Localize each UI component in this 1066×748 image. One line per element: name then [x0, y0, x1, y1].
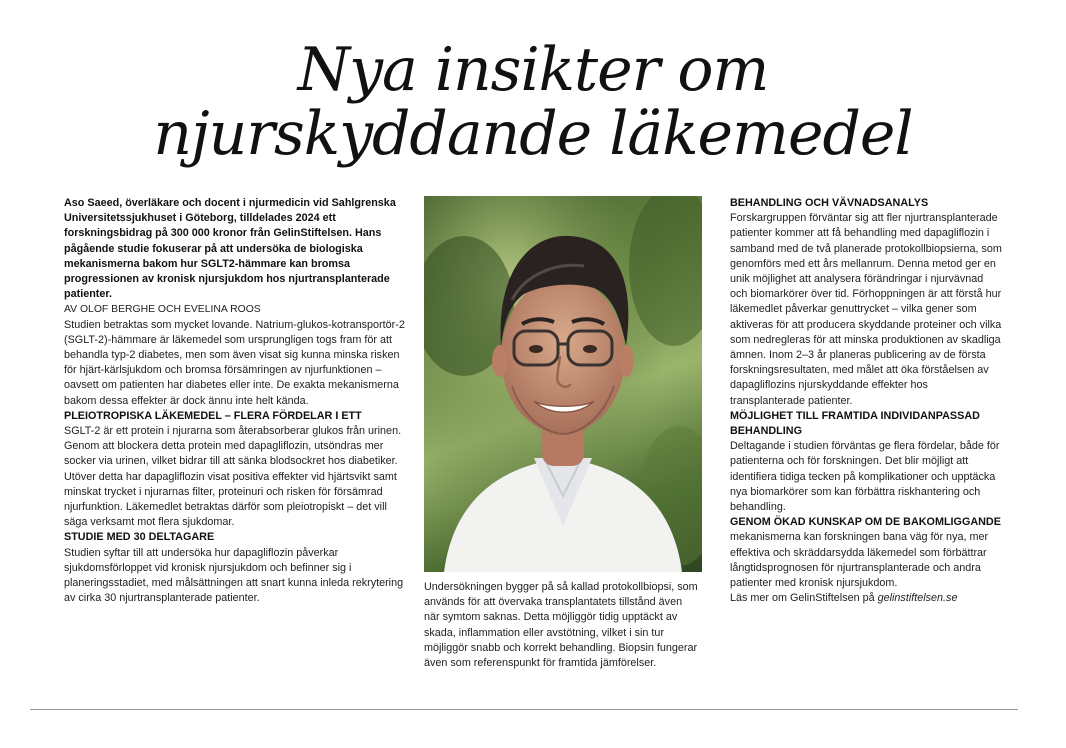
bottom-divider: [30, 709, 1018, 710]
section-body-pleiotropic: SGLT-2 är ett protein i njurarna som återabsorberar glukos från urinen. Genom att blockera detta protein med dapagliflozin, utsöndras mer socker via urinen, vilket bidrar till att sänka blodsockret hos diabetiker. Utöver detta har dapagliflozin visat positiva effekter vid hjärtsvikt samt minskat trycket i njurarnas filter, proteinuri och risken för försämrad njurfunktion. Läkemedlet betraktas därför som pleiotropiskt – det vill säga verksamt mot flera sjukdomar.: [64, 425, 402, 529]
photo-caption: Undersökningen bygger på så kallad protokollbiopsi, som används för att övervaka transplantatets tillstånd även när symtom saknas. Detta möjliggör tidig upptäckt av skada, inflammation eller avstötning, vilket i sin tur möjliggör snabb och korrekt behandling. Biopsin fungerar även som referenspunkt för framtida jämförelser.: [424, 581, 698, 670]
section-body-study: Studien syftar till att undersöka hur dapagliflozin påverkar sjukdomsförloppet vid kronisk njursjukdom och befinner sig i planeringsstadiet, med målsättningen att snart kunna inleda rekrytering av cirka 30 njurtransplanterade patienter.: [64, 546, 404, 605]
read-more-link[interactable]: gelinstiftelsen.se: [877, 592, 958, 605]
article-title: [0, 35, 1066, 169]
read-more-text: Läs mer om GelinStiftelsen på: [730, 592, 875, 605]
right-column: [730, 196, 1002, 606]
article-lede: Aso Saeed, överläkare och docent i njurmedicin vid Sahlgrenska Universitetssjukhuset i Göteborg, tilldelades 2024 ett forskningsbidrag på 300 000 kronor från GelinStiftelsen. Hans pågående studie fokuserar på att undersöka de biologiska mekanismerna bakom hur SGLT2-hämmare kan bromsa progressionen av kronisk njursjukdom hos njurtransplanterade patienter.: [64, 197, 396, 301]
section-heading-study: STUDIE MED 30 DELTAGARE: [64, 531, 215, 544]
section-knowledge: [730, 515, 1002, 591]
section-heading-pleiotropic: PLEIOTROPISKA LÄKEMEDEL – FLERA FÖRDELAR I ETT: [64, 409, 362, 422]
article-title-line-2: njurskyddande läkemedel: [153, 99, 913, 169]
portrait-photo: [424, 196, 702, 572]
section-body-treatment: Forskargruppen förväntar sig att fler njurtransplanterade patienter kommer att få behandling med dapagliflozin i samband med de två planerade protokollbiopsierna, som genomförs med ett års mellanrum. Denna metod ger en unik möjlighet att analysera förändringar i njurvävnad och biomarkörer över tid. Förhoppningen är att förstå hur läkemedlet påverkar genuttrycket – vilka gener som aktiveras för att producera skyddande proteiner och vilka som nedregleras för att minska produktionen av skadliga ämnen. Inom 2–3 år planeras publicering av de första forskningsresultaten, med målet att öka förståelsen av dapagliflozins njurskyddande effekter hos transplanterade patienter.: [730, 212, 1002, 407]
portrait-illustration: [424, 196, 702, 572]
section-heading-future: MÖJLIGHET TILL FRAMTIDA INDIVIDANPASSAD BEHANDLING: [730, 409, 980, 438]
section-body-future: Deltagande i studien förväntas ge flera fördelar, både för patienterna och för forskningen. Det blir möjligt att identifiera tidiga tecken på komplikationer och upptäcka nya biomarkörer som kan förbättra riskhantering och behandling.: [730, 440, 1000, 514]
section-heading-treatment: BEHANDLING OCH VÄVNADSANALYS: [730, 197, 929, 209]
section-body-knowledge: mekanismerna kan forskningen bana väg för nya, mer effektiva och skräddarsydda läkemedel som förbättrar långtidsprognosen för njurtransplanterade och andra patienter med kronisk njursjukdom.: [730, 531, 989, 590]
section-heading-knowledge: GENOM ÖKAD KUNSKAP OM DE BAKOMLIGGANDE: [730, 516, 1001, 529]
article-title-line-1: Nya insikter om: [297, 35, 769, 105]
article-byline: AV OLOF BERGHE OCH EVELINA ROOS: [64, 304, 261, 316]
left-column: [64, 196, 406, 606]
read-more: [730, 591, 1002, 606]
intro-paragraph: Studien betraktas som mycket lovande. Natrium-glukos-kotransportör-2 (SGLT-2)-hämmare är läkemedel som ursprungligen togs fram för att behandla typ-2 diabetes, men som även visat sig kunna minska risken för hjärt-kärlsjukdom och bromsa försämringen av njurfunktionen – oavsett om patienten har diabetes eller inte. De exakta mekanismerna bakom dessa effekter är dock ännu inte helt kända.: [64, 318, 405, 407]
